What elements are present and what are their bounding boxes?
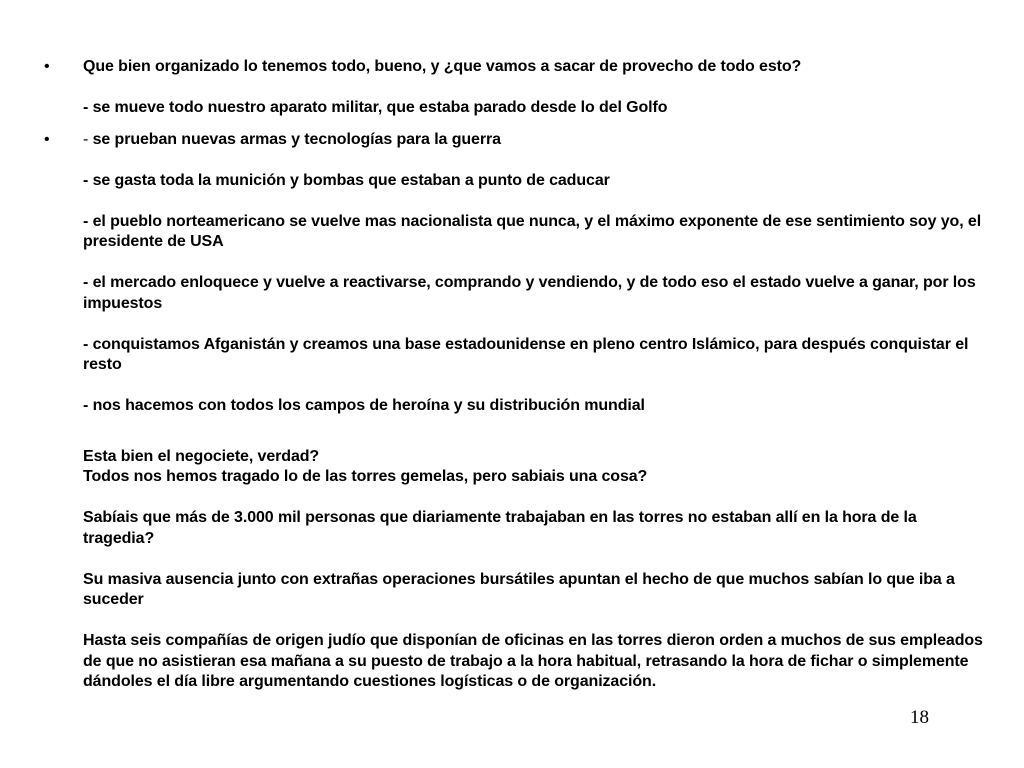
slide-content (42, 57, 992, 693)
bullet-1-heading: Que bien organizado lo tenemos todo, bueno, y ¿que vamos a sacar de provecho de todo esto? (83, 58, 802, 75)
page-number: 18 (910, 707, 929, 728)
closing-paragraph: Sabíais que más de 3.000 mil personas que diariamente trabajaban en las torres no estaban allí en la hora de la tragedia? (83, 509, 917, 547)
closing-paragraph: Su masiva ausencia junto con extrañas operaciones bursátiles apuntan el hecho de que muchos sabían lo que iba a suceder (83, 570, 955, 608)
bullet-marker: • (44, 58, 50, 75)
list-item-paragraph: - el pueblo norteamericano se vuelve mas nacionalista que nunca, y el máximo exponente de ese sentimiento soy yo, el presidente de USA (83, 212, 982, 250)
list-item-paragraph: - se gasta toda la munición y bombas que estaban a punto de caducar (83, 171, 610, 189)
closing-paragraph: Hasta seis compañías de origen judío que disponían de oficinas en las torres dieron orden a muchos de sus empleados de que no asistieran esa mañana a su puesto de trabajo a la hora habitual, retrasando la hora de fichar o simplemente dándoles el día libre argumentando cuestiones logísticas o de organización. (83, 632, 983, 690)
bullet-item-2 (42, 130, 992, 693)
list-item-paragraph: - nos hacemos con todos los campos de heroína y su distribución mundial (83, 397, 645, 414)
bullet-item-1 (42, 57, 992, 119)
bullet-2-first-text: se prueban nuevas armas y tecnologías para la guerra (88, 130, 501, 148)
bullet-2-first-line (83, 130, 992, 151)
closing-line-2: Todos nos hemos tragado lo de las torres gemelas, pero sabiais una cosa? (83, 468, 648, 485)
dash-marker: - (83, 130, 89, 148)
bullet-1-paragraph-2: - se mueve todo nuestro aparato militar, que estaba parado desde lo del Golfo (83, 99, 668, 116)
list-item-paragraph: - conquistamos Afganistán y creamos una base estadounidense en pleno centro Islámico, para después conquistar el resto (83, 335, 969, 373)
closing-line-1: Esta bien el negociete, verdad? (83, 447, 320, 465)
list-item-paragraph: - el mercado enloquece y vuelve a reactivarse, comprando y vendiendo, y de todo eso el estado vuelve a ganar, por los impuestos (83, 274, 976, 312)
bullet-marker: • (44, 130, 50, 148)
